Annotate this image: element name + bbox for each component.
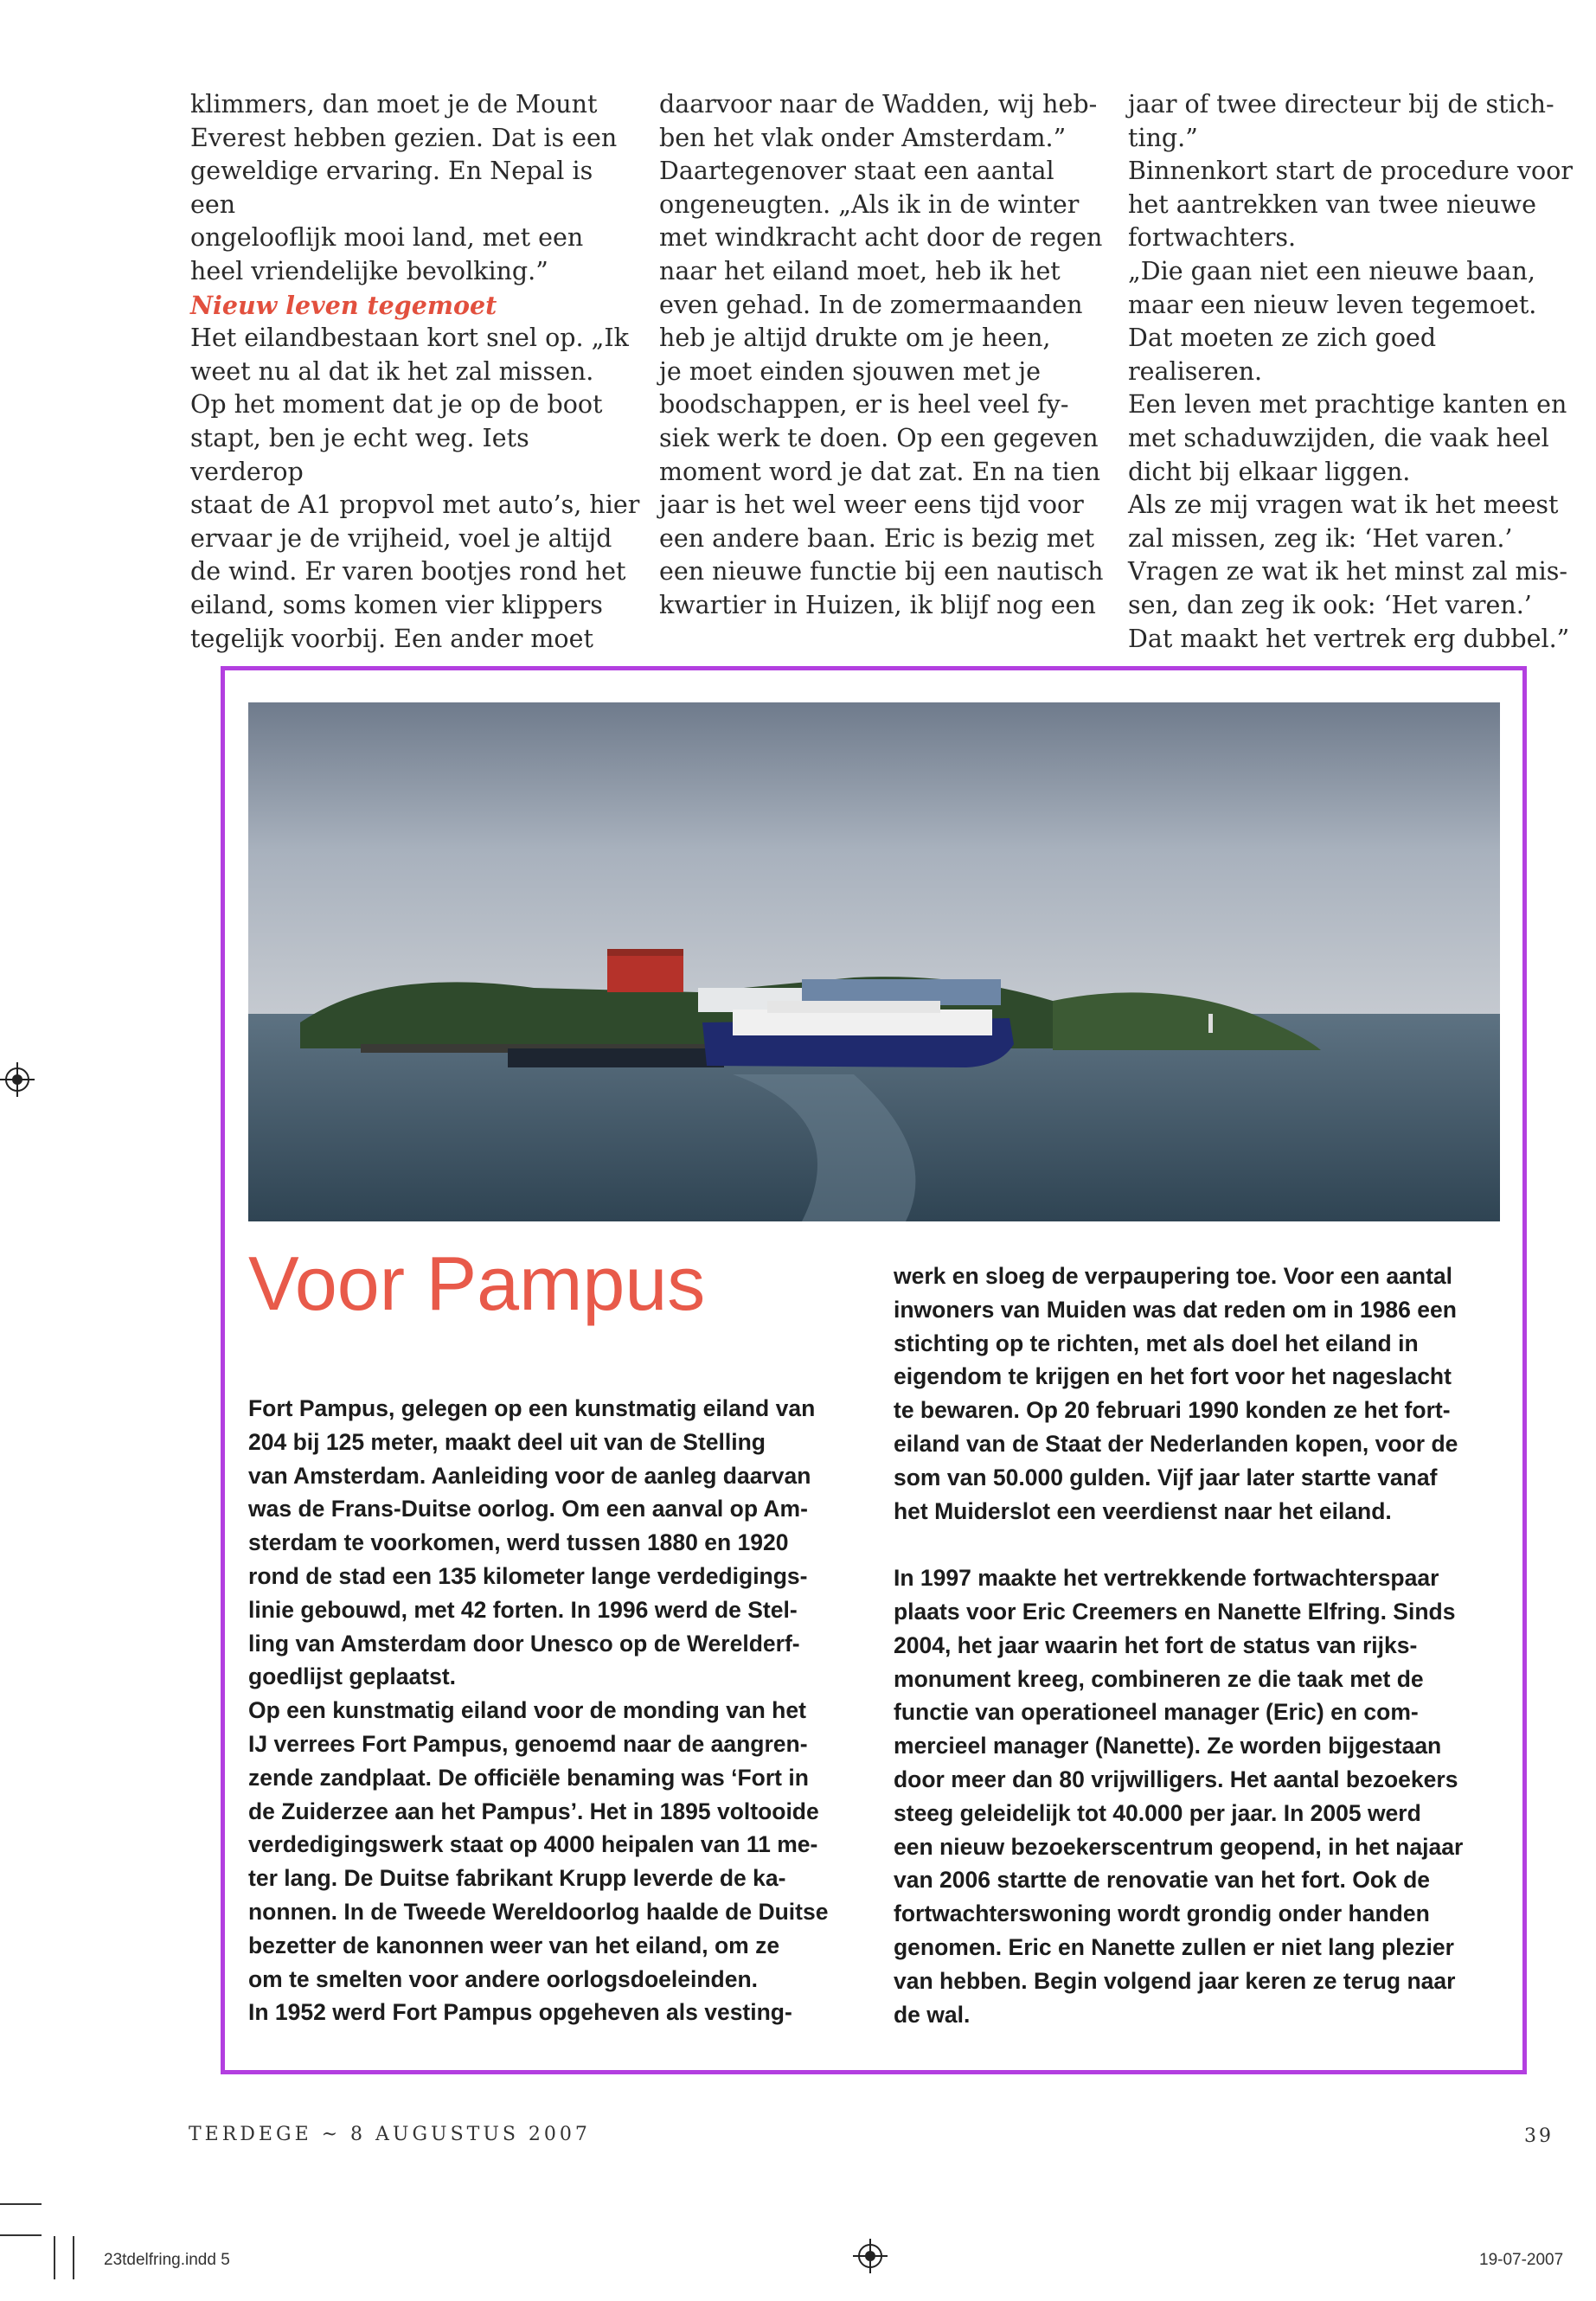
crop-mark <box>73 2236 74 2279</box>
sidebar-column-2 <box>894 1259 1516 2031</box>
crop-mark <box>54 2236 55 2279</box>
page-number: 39 <box>1524 2125 1554 2147</box>
article-text: klimmers, dan moet je de Mount Everest hebben gezien. Dat is een geweldige ervaring. En Nepal is een ongelooflijk mooi land, met een heel vriendelijke bevolking.” <box>190 90 618 285</box>
slug-date: 19-07-2007 <box>1479 2251 1564 2269</box>
registration-mark-icon <box>0 1062 35 1100</box>
crop-mark <box>0 2203 42 2205</box>
subheading: Nieuw leven tegemoet <box>190 290 497 320</box>
sidebar-column-1 <box>248 1392 854 2029</box>
photo-fort-pampus <box>248 702 1500 1221</box>
article-column-1 <box>190 88 640 656</box>
sidebar-text: Fort Pampus, gelegen op een kunstmatig eiland van 204 bij 125 meter, maakt deel uit van de Stelling van Amsterdam. Aanleiding voor de aanleg daarvan was de Frans-Duitse oorlog. Om een aanval op Am- sterdam te voorkomen, werd tussen 1880 en 1920 rond de stad een 135 kilometer lange verdedigings- linie gebouwd, met 42 forten. In 1996 werd de Stel- ling van Amsterdam door Unesco op de Werelderf- goedlijst geplaatst. Op een kunstmatig eiland voor de monding van het IJ verrees Fort Pampus, genoemd naar de aangren- zende zandplaat. De officiële benaming was ‘Fort in de Zuiderzee aan het Pampus’. Het in 1895 voltooide verdedigingswerk staat op 4000 heipalen van 11 me- ter lang. De Duitse fabrikant Krupp leverde de ka- nonnen. In de Tweede Wereldoorlog haalde de Duitse bezetter de kanonnen weer van het eiland, om ze om te smelten voor andere oorlogsdoeleinden. In 1952 werd Fort Pampus opgeheven als vesting- <box>248 1395 829 2026</box>
sidebar-title: Voor Pampus <box>248 1240 706 1326</box>
slug-filename: 23tdelfring.indd 5 <box>104 2251 230 2269</box>
publication-footer: TERDEGE ~ 8 AUGUSTUS 2007 <box>189 2124 591 2145</box>
registration-mark-icon <box>853 2239 888 2277</box>
sidebar-text: werk en sloeg de verpaupering toe. Voor een aantal inwoners van Muiden was dat reden om in 1986 een stichting op te richten, met als doel het eiland in eigendom te krijgen en het fort voor het nageslacht te bewaren. Op 20 februari 1990 konden ze het fort- eiland van de Staat der Nederlanden kopen, voor de som van 50.000 gulden. Vijf jaar later startte vanaf het Muiderslot een veerdienst naar het eiland. <box>894 1263 1458 1524</box>
article-text: Het eilandbestaan kort snel op. „Ik weet nu al dat ik het zal missen. Op het moment dat je op de boot stapt, ben je echt weg. Iets verderop staat de A1 propvol met auto’s, hier ervaar je de vrijheid, voel je altijd de wind. Er varen bootjes rond het eiland, soms komen vier klippers tegelijk voorbij. Een ander moet <box>190 324 640 653</box>
article-column-2 <box>659 88 1109 623</box>
article-text: daarvoor naar de Wadden, wij heb- ben het vlak onder Amsterdam.” Daartegenover staat een aantal ongeneugten. „Als ik in de winter met windkracht acht door de regen naar het eiland moet, heb ik het even gehad. In de zomermaanden heb je altijd drukte om je heen, je moet einden sjouwen met je boodschappen, er is heel veel fy- siek werk te doen. Op een gegeven moment word je dat zat. En na tien jaar is het wel weer eens tijd voor een andere baan. Eric is bezig met een nieuwe functie bij een nautisch kwartier in Huizen, ik blijf nog een <box>659 90 1104 619</box>
article-text: jaar of twee directeur bij de stich- ting.” Binnenkort start de procedure voor het aantrekken van twee nieuwe fortwachters. „Die gaan niet een nieuwe baan, maar een nieuw leven tegemoet. Dat moeten ze zich goed realiseren. Een leven met prachtige kanten en met schaduwzijden, die vaak heel dicht bij elkaar liggen. Als ze mij vragen wat ik het meest zal missen, zeg ik: ‘Het varen.’ Vragen ze wat ik het minst zal mis- sen, dan zeg ik ook: ‘Het varen.’ Dat maakt het vertrek erg dubbel.” <box>1128 90 1573 653</box>
crop-mark <box>0 2234 42 2236</box>
sidebar-text: In 1997 maakte het vertrekkende fortwachterspaar plaats voor Eric Creemers en Nanette Elfring. Sinds 2004, het jaar waarin het fort de status van rijks- monument kreeg, combineren ze die taak met de functie van operationeel manager (Eric) en com- mercieel manager (Nanette). Ze worden bijgestaan door meer dan 80 vrijwilligers. Het aantal bezoekers steeg geleidelijk tot 40.000 per jaar. In 2005 werd een nieuw bezoekerscentrum geopend, in het najaar van 2006 startte de renovatie van het fort. Ook de fortwachterswoning wordt grondig onder handen genomen. Eric en Nanette zullen er niet lang plezier van hebben. Begin volgend jaar keren ze terug naar de wal. <box>894 1565 1464 2028</box>
article-column-3 <box>1128 88 1578 656</box>
